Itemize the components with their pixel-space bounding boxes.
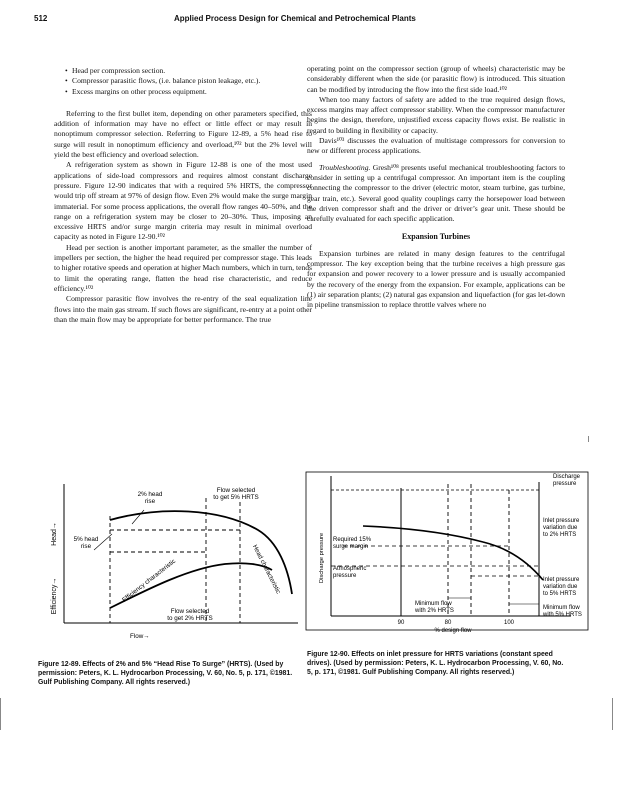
discharge-pressure-label: Discharge pressure (553, 474, 581, 487)
bullet-list (54, 66, 312, 97)
leader-line (132, 510, 144, 524)
crop-mark (612, 698, 613, 730)
troubleshooting-text: Gresh¹⁰⁸ presents useful mechanical troubleshooting factors to consider in setting up a centrifugal compressor. An important item is the coupling connecting the compressor to the driver (electric motor, steam turbine, gas turbine, gear train, etc.). Several good quality couplings carry the horsepower load between the driven compressor shaft and the driver or driver’s gear unit. These should be carefully evaluated for each specific application. (307, 162, 565, 224)
crop-mark (0, 698, 1, 730)
efficiency-characteristic-label: Efficiency characteristic (121, 557, 178, 604)
head-rise-5-label: 5% head rise (73, 536, 99, 550)
flow-axis-label: Flow→ (130, 633, 150, 640)
running-title: Applied Process Design for Chemical and Petrochemical Plants (174, 14, 416, 23)
list-item: • Excess margins on other process equipment. (68, 87, 312, 97)
min-flow-5-label: Minimum flow with 5% HRTS (543, 605, 582, 618)
left-column (54, 66, 312, 325)
x-tick-label: 90 (397, 620, 405, 626)
inlet-2-label: Inlet pressure variation due to 2% HRTS (543, 518, 580, 538)
crop-mark (588, 436, 589, 442)
x-tick-label: 100 (503, 620, 515, 626)
paragraph: Expansion turbines are related in many design features to the centrifugal compressor. The key exception being that the turbine receives a high pressure gas for expansion and power recovery to a lower pressure and is usually accompanied by the recovery of the energy from the expansion. For example, applications can be (1) air separation plants; (2) natural gas expansion and liquefaction (for gas let-down in pipeline transmission to replace throttle valves where no (307, 248, 565, 310)
flow-5-label: Flow selected to get 5% HRTS (213, 487, 259, 501)
section-heading: Expansion Turbines (401, 232, 471, 242)
efficiency-characteristic-curve (110, 563, 272, 608)
paragraph: Davis¹⁰³ discusses the evaluation of multistage compressors for conversion to new or different process applications. (307, 136, 565, 156)
list-item: • Compressor parasitic flows, (i.e. balance piston leakage, etc.). (68, 76, 312, 86)
paragraph: operating point on the compressor section (group of wheels) characteristic may be considerably different when the side (or parasitic flow) is introduced. This situation can be modified by introducing the flow into the first side load.¹⁰² (307, 64, 565, 94)
right-column (307, 64, 565, 311)
paragraph: Compressor parasitic flow involves the re-entry of the seal equalization line flows into the main gas stream. If such flows are significant, re-entry at a point other than the main flow may be appropriate for better performance. The true (54, 294, 312, 324)
page-number: 512 (34, 14, 48, 23)
figure-12-90-caption: Figure 12-90. Effects on inlet pressure for HRTS variations (constant speed drives). (Used by permission: Peters, K. L. Hydrocarbon Processing, V. 60, No. 5, p. 171, ©1981. Gulf Publishing Company. All rights reserved.) (307, 651, 564, 676)
atmospheric-pressure-label: Atmospheric pressure (333, 566, 367, 579)
required-margin-label: Required 15% surge margin (333, 537, 372, 550)
y-axis-label: Discharge pressure (319, 532, 325, 584)
paragraph: A refrigeration system as shown in Figure 12-88 is one of the most used applications of side-load compressors and requires almost constant discharge pressure. Figure 12-90 indicates that with a required 5% HRTS, the compressor would trip off stream at 97% of design flow. Even 2% would make the surge margin immaterial. For some process applications, the overall flow ranges 40–50%, and the range on a refrigeration system may be closer to 20–30%. Thus, imposing an excessive HRTS and/or surge margin criteria may result in minimal overload capacity as noted in Figure 12-90.¹⁰² (54, 160, 312, 242)
head-rise-2-label: 2% head rise (137, 491, 163, 505)
head-characteristic-label: Head characteristic (250, 543, 282, 595)
figure-12-90 (303, 468, 593, 643)
flow-2-label: Flow selected to get 2% HRTS (167, 608, 213, 622)
head-axis-label: Head→ (51, 522, 58, 546)
x-axis-label: % design flow (434, 628, 472, 634)
list-item: • Head per compression section. (68, 66, 312, 76)
paragraph (307, 163, 565, 225)
min-flow-2-label: Minimum flow with 2% HRTS (415, 601, 454, 614)
figure-12-89-caption: Figure 12-89. Effects of 2% and 5% “Head Rise To Surge” (HRTS). (Used by permission: Peters, K. L. Hydrocarbon Processing, V. 60, No. 5, p. 171, ©1981. Gulf Publishing Company. All rights reserved.) (38, 661, 293, 686)
inlet-5-label: Inlet pressure variation due to 5% HRTS (543, 577, 580, 597)
paragraph: Head per section is another important parameter, as the smaller the number of impellers per section, the higher the head required per compressor stage. This leads to higher rotative speeds and operation at higher Mach numbers, which in turn, tends to limit the operating range, flatten the head rise characteristic, and reduce efficiency.¹⁰² (54, 242, 312, 293)
efficiency-axis-label: Efficiency→ (51, 577, 58, 615)
head-characteristic-curve (110, 511, 292, 594)
troubleshooting-lead: Troubleshooting. (319, 162, 371, 172)
compressor-curve (363, 526, 543, 580)
x-tick-label: 80 (444, 620, 452, 626)
figure-12-89 (40, 478, 302, 653)
paragraph: Referring to the first bullet item, depending on other parameters specified, this addition of information may have no effect or little effect or may result in nonoptimum compressor selection. Referring to Figure 12-89, a 5% head rise to surge will result in nonoptimum efficiency and overload,¹⁰² but the 2% level will yield the best efficiency and overload selection. (54, 108, 312, 160)
paragraph: When too many factors of safety are added to the true required design flows, excess margins may affect compressor stability. When the compressor manufacturer begins the design, therefore, unjustified excess capacity flows exist. Be realistic in regard to building in flexibility or capacity. (307, 94, 565, 135)
